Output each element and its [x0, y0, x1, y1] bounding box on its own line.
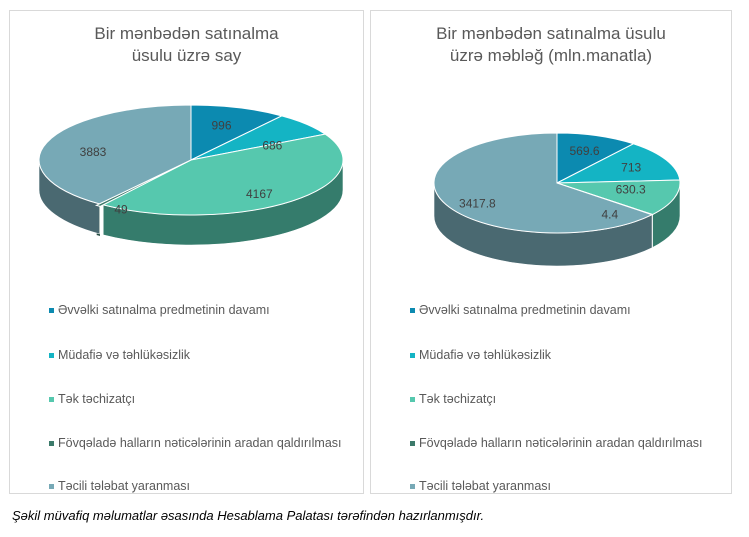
legend-swatch [49, 353, 54, 358]
chart-panel-count [9, 10, 364, 494]
legend-label: Fövqəladə halların nəticələrinin aradan qaldırılması [419, 436, 703, 450]
legend-label: Müdafiə və təhlükəsizlik [58, 348, 191, 362]
legend-swatch [410, 308, 415, 313]
legend-label: Tək təchizatçı [58, 392, 136, 406]
legend-item [419, 303, 721, 318]
data-label: 4167 [246, 187, 273, 202]
legend-swatch [410, 441, 415, 446]
legend-item [419, 436, 721, 451]
chart-title: Bir mənbədən satınalma üsulu üzrə məbləğ (mln.manatla) [436, 24, 666, 65]
legend-swatch [410, 397, 415, 402]
legend-label: Əvvəlki satınalma predmetinin davamı [419, 303, 631, 317]
data-label: 686 [262, 138, 283, 153]
legend-label: Fövqəladə halların nəticələrinin aradan qaldırılması [58, 436, 342, 450]
data-label: 569.6 [569, 143, 600, 158]
figure-caption: Şəkil müvafiq məlumatlar əsasında Hesablama Palatası tərəfindən hazırlanmışdır. [12, 508, 485, 523]
data-label: 630.3 [615, 182, 646, 197]
legend-label: Tək təchizatçı [419, 392, 497, 406]
chart-panel-amount [370, 10, 732, 494]
legend-swatch [410, 353, 415, 358]
legend-swatch [410, 484, 415, 489]
legend-item [419, 479, 721, 494]
chart-title: Bir mənbədən satınalma üsulu üzrə say [94, 24, 279, 65]
data-label: 4.4 [601, 207, 619, 222]
legend-label: Müdafiə və təhlükəsizlik [419, 348, 552, 362]
data-label: 3883 [79, 145, 107, 160]
legend-item [58, 303, 353, 318]
legend-label: Təcili tələbat yaranması [58, 479, 191, 493]
legend-item [58, 392, 353, 407]
pie-chart-count [10, 11, 365, 293]
legend-item [58, 479, 353, 494]
legend-swatch [49, 484, 54, 489]
legend-item [58, 348, 353, 363]
data-label: 713 [621, 160, 642, 175]
data-label: 49 [114, 202, 128, 217]
legend-swatch [49, 441, 54, 446]
legend-swatch [49, 397, 54, 402]
legend-label: Əvvəlki satınalma predmetinin davamı [58, 303, 270, 317]
legend-item [58, 436, 353, 451]
legend-swatch [49, 308, 54, 313]
data-label: 996 [211, 118, 232, 133]
legend-item [419, 348, 721, 363]
pie-chart-amount [371, 11, 733, 293]
data-label: 3417.8 [459, 196, 496, 211]
legend-label: Təcili tələbat yaranması [419, 479, 552, 493]
legend-item [419, 392, 721, 407]
